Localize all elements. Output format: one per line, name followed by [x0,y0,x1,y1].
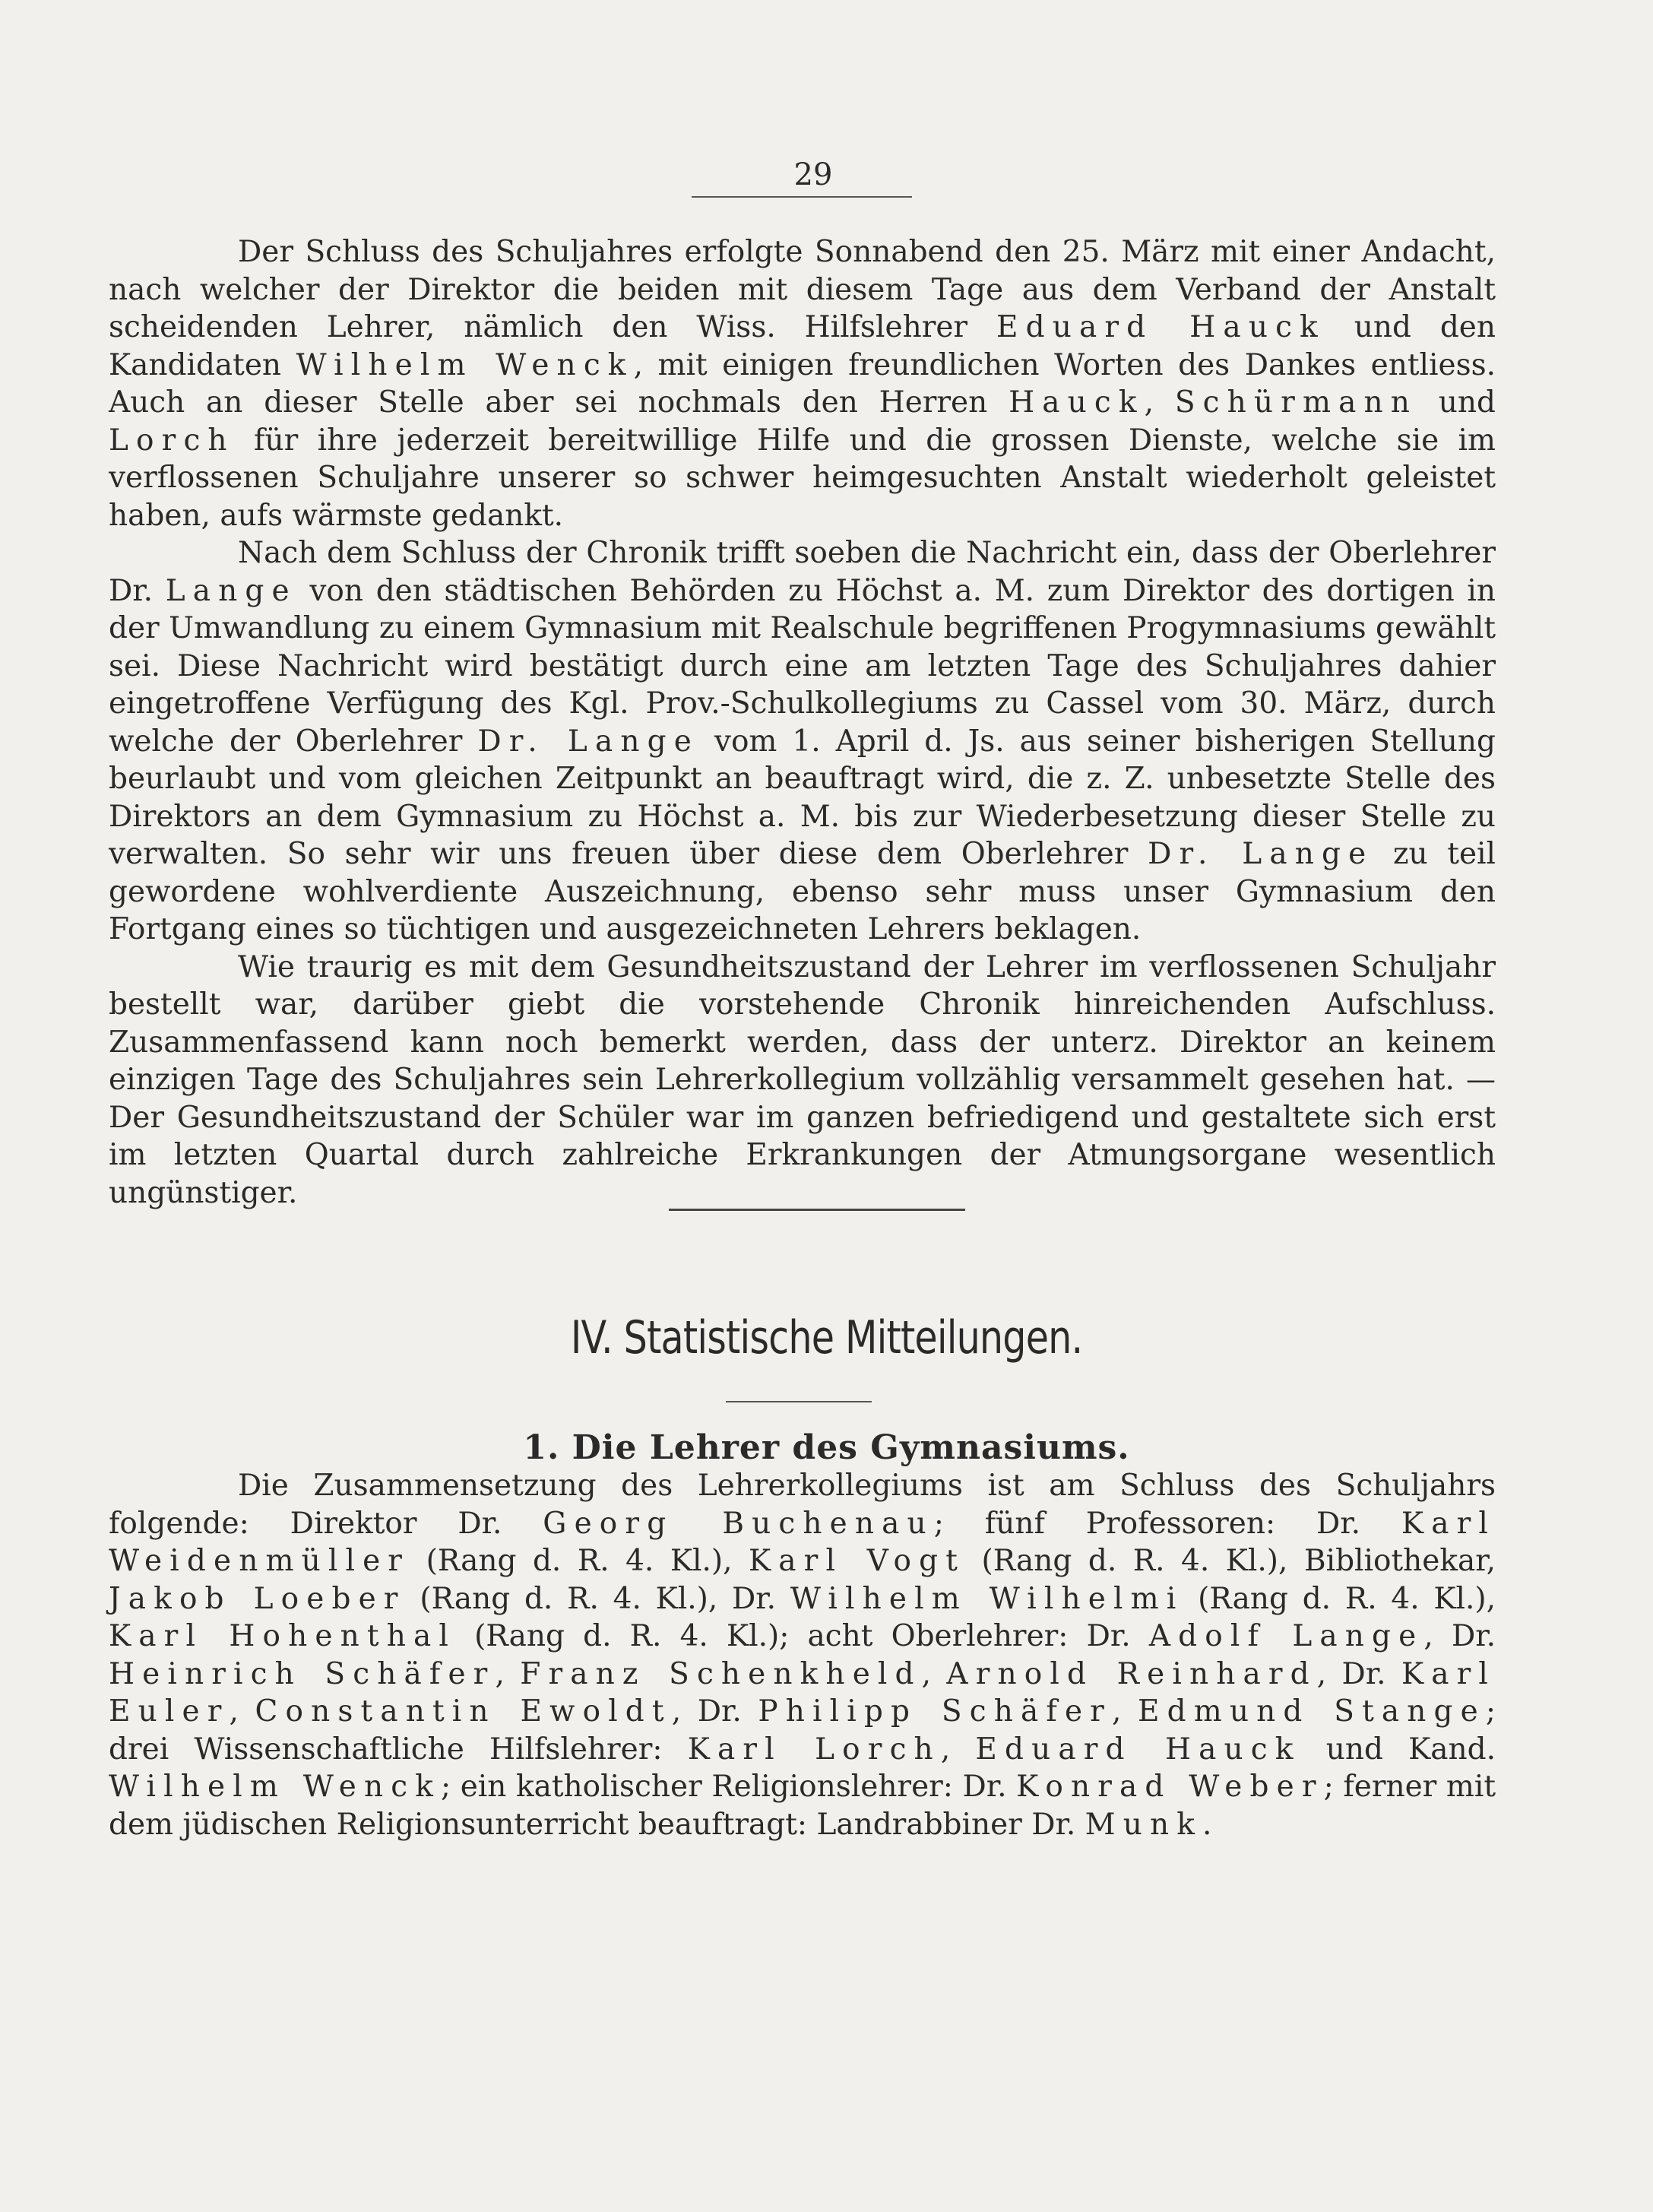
spaced-name: Franz Schenkheld [520,1656,922,1691]
paragraph-teachers [109,1467,1496,1843]
spaced-name: Lorch [109,423,235,458]
text-run: Der Schluss des Schuljahres erfolgte Sonnabend den 25. März mit einer Andacht, nach welcher der Direktor die beiden mit diesem Tage aus dem Verband der Anstalt scheidenden Lehrer, nämlich den Wiss. Hilfslehrer [109,235,1496,344]
text-run: und den Kandidaten [109,310,1496,382]
header-rule [692,196,912,198]
spaced-name: Constantin Ewoldt [255,1694,672,1729]
section-heading: IV. Statistische Mitteilungen. [570,1311,1083,1364]
text-run: , Dr. [1316,1656,1401,1691]
teachers-list [109,1467,1496,1843]
text-run: von den städtischen Behörden zu Höchst a. M. zum Direktor des dortigen in der Umwandlung zu einem Gymnasium mit Realschule begriffenen Progymnasiums gewählt sei. Diese Nachricht wird bestätigt durch eine am letzten Tage des Schuljahres dahier eingetroffene Verfügung des Kgl. Prov.-Schulkollegiums zu Cassel vom 30. März, durch welche der Oberlehrer [109,573,1496,759]
text-run: , [921,1656,947,1691]
spaced-name: Edmund Stange [1137,1694,1486,1729]
text-run: zu teil gewordene wohlverdiente Auszeichnung, ebenso sehr muss unser Gymnasium den Fortgang eines so tüchtigen und ausgezeichneten Lehrers beklagen. [109,837,1496,946]
text-run: ; ein katholischer Religionslehrer: Dr. [440,1770,1017,1804]
text-run: für ihre jederzeit bereitwillige Hilfe und die grossen Dienste, welche sie im verflossenen Schuljahre unserer so schwer heimgesuchten Anstalt wiederholt geleistet haben, aufs wärmste gedankt. [109,423,1496,533]
text-run: Die Zusammensetzung des Lehrerkollegiums ist am Schluss des Schuljahrs folgende: Direktor Dr. [109,1469,1496,1541]
spaced-name: Wilhelm Wenck [296,347,634,382]
paragraph-school-year-end [109,233,1496,534]
text-run: ; fünf Professoren: Dr. [933,1506,1401,1541]
spaced-name: Karl Hohenthal [109,1619,456,1653]
text-run: , [1111,1694,1138,1729]
spaced-name: Wilhelm Wilhelmi [790,1581,1184,1616]
spaced-name: Adolf Lange [1148,1619,1424,1653]
text-run: . [1202,1807,1212,1842]
spaced-name: Munk [1085,1807,1203,1842]
text-run: ; ferner mit dem jüdischen Religionsunterricht beauftragt: Landrabbiner Dr. [109,1770,1496,1842]
spaced-name: Heinrich Schäfer [109,1656,496,1691]
text-run: , [495,1656,521,1691]
paragraph-health: Wie traurig es mit dem Gesundheitszustand der Lehrer im verflossenen Schuljahr bestellt war, darüber giebt die vorstehende Chronik hinreichenden Aufschluss. Zusammenfassend kann noch bemerkt werden, dass der unterz. Direktor an keinem einzigen Tage des Schuljahres sein Lehrerkollegium vollzählig versammelt gesehen hat. — Der Gesundheitszustand der Schüler war im ganzen befriedigend und gestaltete sich erst im letzten Quartal durch zahlreiche Erkrankungen der Atmungsorgane wesentlich ungünstiger. [109,949,1496,1210]
text-run: (Rang d. R. 4. Kl.), [1183,1581,1496,1616]
text-run: , [1144,385,1175,420]
spaced-name: Schürmann [1174,385,1417,420]
spaced-name: Eduard Hauck [975,1732,1301,1767]
spaced-name: Eduard Hauck [996,310,1325,344]
spaced-name: Dr. Lange [1148,837,1374,871]
text-run: und [1417,385,1496,420]
text-run: (Rang d. R. 4. Kl.), Dr. [405,1581,790,1616]
heading-rule [726,1401,872,1402]
spaced-name: Konrad Weber [1016,1770,1324,1804]
spaced-name: Georg Buchenau [543,1506,934,1541]
chronicle-conclusion [109,233,1496,1212]
spaced-name: Philipp Schäfer [758,1694,1112,1729]
spaced-name: Karl Lorch [687,1732,941,1767]
spaced-name: Karl Vogt [749,1544,966,1578]
section-divider [669,1209,965,1211]
text-run: (Rang d. R. 4. Kl.), [410,1544,749,1578]
spaced-name: Jakob Loeber [109,1581,406,1616]
page-number: 29 [793,157,833,192]
text-run: , mit einigen freundlichen Worten des Dankes entliess. Auch an dieser Stelle aber sei nochmals den Herren [109,347,1496,420]
spaced-name: Arnold Reinhard [946,1656,1317,1691]
text-run: vom 1. April d. Js. aus seiner bisherigen Stellung beurlaubt und vom gleichen Zeitpunkt an beauftragt wird, die z. Z. unbesetzte Stelle des Direktors an dem Gymnasium zu Höchst a. M. bis zur Wiederbesetzung dieser Stelle zu verwalten. So sehr wir uns freuen über diese dem Oberlehrer [109,724,1496,871]
spaced-name: Karl Weidenmüller [109,1506,1496,1578]
text-run: , [940,1732,976,1767]
paragraph-lange-appointment [109,534,1496,949]
text-run: , Dr. [671,1694,758,1729]
text-run: ; drei Wissenschaftliche Hilfslehrer: [109,1694,1496,1767]
subsection-heading: 1. Die Lehrer des Gymnasiums. [523,1428,1130,1467]
text-run: , Dr. [1423,1619,1496,1653]
spaced-name: Dr. Lange [477,724,699,759]
spaced-name: Wilhelm Wenck [109,1770,441,1804]
spaced-name: Karl Euler [109,1656,1496,1729]
text-run: und Kand. [1300,1732,1496,1767]
text-run: (Rang d. R. 4. Kl.), Bibliothekar, [965,1544,1496,1578]
text-run: (Rang d. R. 4. Kl.); acht Oberlehrer: Dr. [455,1619,1149,1653]
text-run: , [229,1694,255,1729]
spaced-name: Lange [165,573,297,608]
text-run: Nach dem Schluss der Chronik trifft soeben die Nachricht ein, dass der Oberlehrer Dr. [109,536,1496,608]
spaced-name: Hauck [1009,385,1145,420]
